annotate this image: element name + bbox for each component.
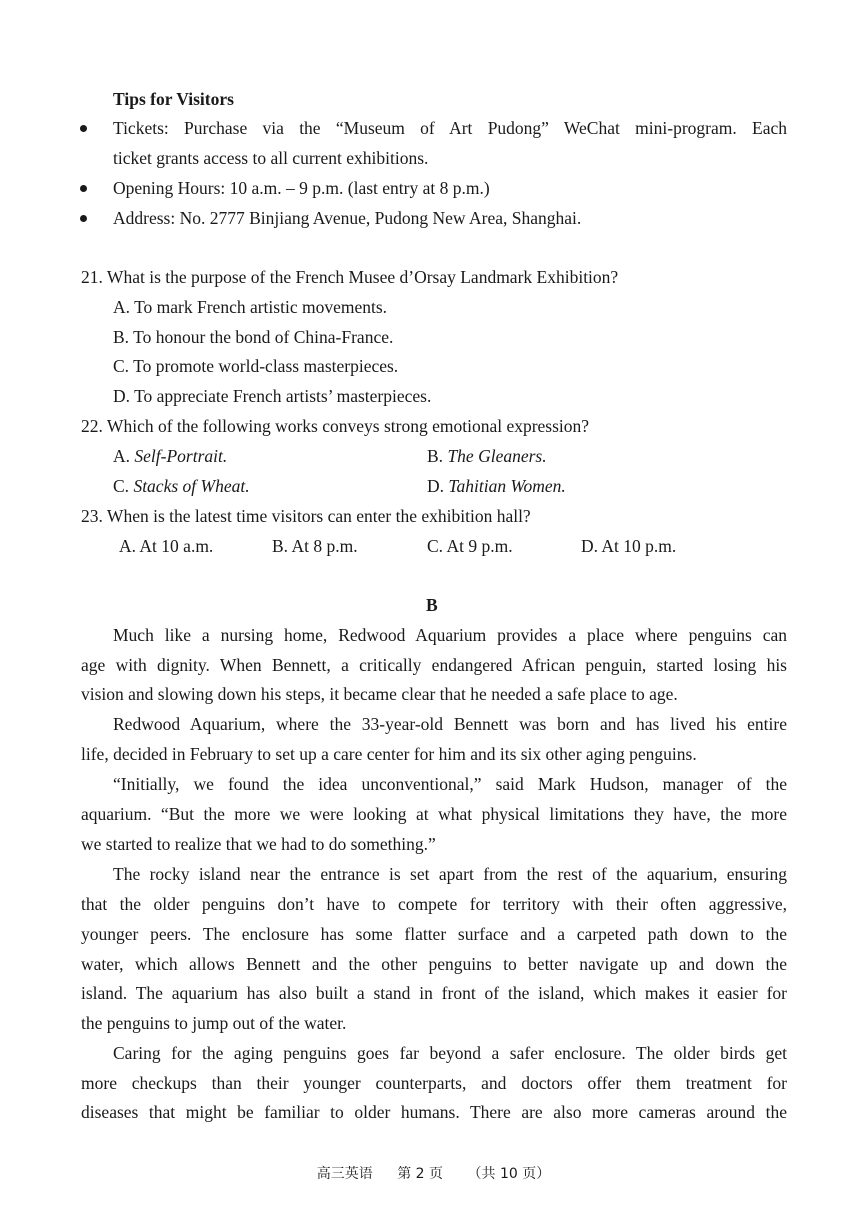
question-23-option-d: D. At 10 p.m. [581, 536, 677, 556]
option-title: Tahitian Women. [448, 476, 566, 496]
passage-line: island. The aquarium has also built a stand in front of the island, which makes it easier for [81, 983, 787, 1003]
option-letter: C. [113, 476, 130, 496]
option-letter: A. [113, 446, 131, 466]
question-22-option-c [113, 475, 250, 497]
passage-line: life, decided in February to set up a care center for him and its six other aging penguins. [81, 744, 697, 764]
footer-subject: 高三英语 [316, 1166, 373, 1182]
tips-heading: Tips for Visitors [113, 89, 234, 109]
bullet-dot-icon [80, 125, 87, 132]
passage-line: age with dignity. When Bennett, a critically endangered African penguin, started losing his [81, 655, 787, 675]
question-21-option-a: A. To mark French artistic movements. [113, 297, 388, 317]
question-22-option-b [427, 445, 547, 467]
question-23-stem: 23. When is the latest time visitors can enter the exhibition hall? [81, 506, 531, 526]
passage-line: aquarium. “But the more we were looking at what physical limitations they have, the more [81, 804, 787, 824]
bullet-dot-icon [80, 185, 87, 192]
question-21-option-d: D. To appreciate French artists’ masterpieces. [113, 386, 432, 406]
question-23-option-c: C. At 9 p.m. [427, 536, 513, 556]
option-letter: B. [427, 446, 444, 466]
passage-line: “Initially, we found the idea unconventional,” said Mark Hudson, manager of the [113, 774, 787, 794]
passage-line: vision and slowing down his steps, it became clear that he needed a safe place to age. [81, 684, 678, 704]
option-title: Stacks of Wheat. [133, 476, 250, 496]
passage-line: Redwood Aquarium, where the 33-year-old Bennett was born and has lived his entire [113, 714, 787, 734]
question-23-option-a: A. At 10 a.m. [119, 536, 214, 556]
passage-line: water, which allows Bennett and the other penguins to better navigate up and down the [81, 954, 787, 974]
option-letter: D. [427, 476, 445, 496]
question-21-stem: 21. What is the purpose of the French Musee d’Orsay Landmark Exhibition? [81, 267, 619, 287]
tips-bullet-hours: Opening Hours: 10 a.m. – 9 p.m. (last entry at 8 p.m.) [113, 178, 490, 198]
question-22-option-d [427, 475, 566, 497]
tips-bullet-tickets-line2: ticket grants access to all current exhibitions. [113, 148, 429, 168]
question-22-option-a [113, 445, 227, 467]
passage-line: we started to realize that we had to do something.” [81, 834, 436, 854]
tips-bullet-address: Address: No. 2777 Binjiang Avenue, Pudong New Area, Shanghai. [113, 208, 582, 228]
tips-bullet-tickets-line1: Tickets: Purchase via the “Museum of Art Pudong” WeChat mini-program. Each [113, 118, 787, 138]
passage-line: Much like a nursing home, Redwood Aquarium provides a place where penguins can [113, 625, 787, 645]
passage-line: The rocky island near the entrance is set apart from the rest of the aquarium, ensuring [113, 864, 787, 884]
passage-line: diseases that might be familiar to older humans. There are also more cameras around the [81, 1102, 787, 1122]
passage-line: that the older penguins don’t have to compete for territory with their often aggressive, [81, 894, 787, 914]
footer-total-pages: （共 10 页） [467, 1166, 551, 1182]
option-title: Self-Portrait. [134, 446, 228, 466]
passage-line: Caring for the aging penguins goes far beyond a safer enclosure. The older birds get [113, 1043, 787, 1063]
passage-line: more checkups than their younger counterparts, and doctors offer them treatment for [81, 1073, 787, 1093]
question-21-option-b: B. To honour the bond of China-France. [113, 327, 394, 347]
passage-line: the penguins to jump out of the water. [81, 1013, 347, 1033]
passage-line: younger peers. The enclosure has some flatter surface and a carpeted path down to the [81, 924, 787, 944]
bullet-dot-icon [80, 215, 87, 222]
page-footer [0, 1163, 867, 1183]
option-title: The Gleaners. [447, 446, 547, 466]
question-21-option-c: C. To promote world-class masterpieces. [113, 356, 399, 376]
question-22-stem: 22. Which of the following works conveys strong emotional expression? [81, 416, 590, 436]
question-23-option-b: B. At 8 p.m. [272, 536, 358, 556]
section-label: B [426, 595, 438, 615]
footer-page-number: 第 2 页 [397, 1166, 444, 1182]
